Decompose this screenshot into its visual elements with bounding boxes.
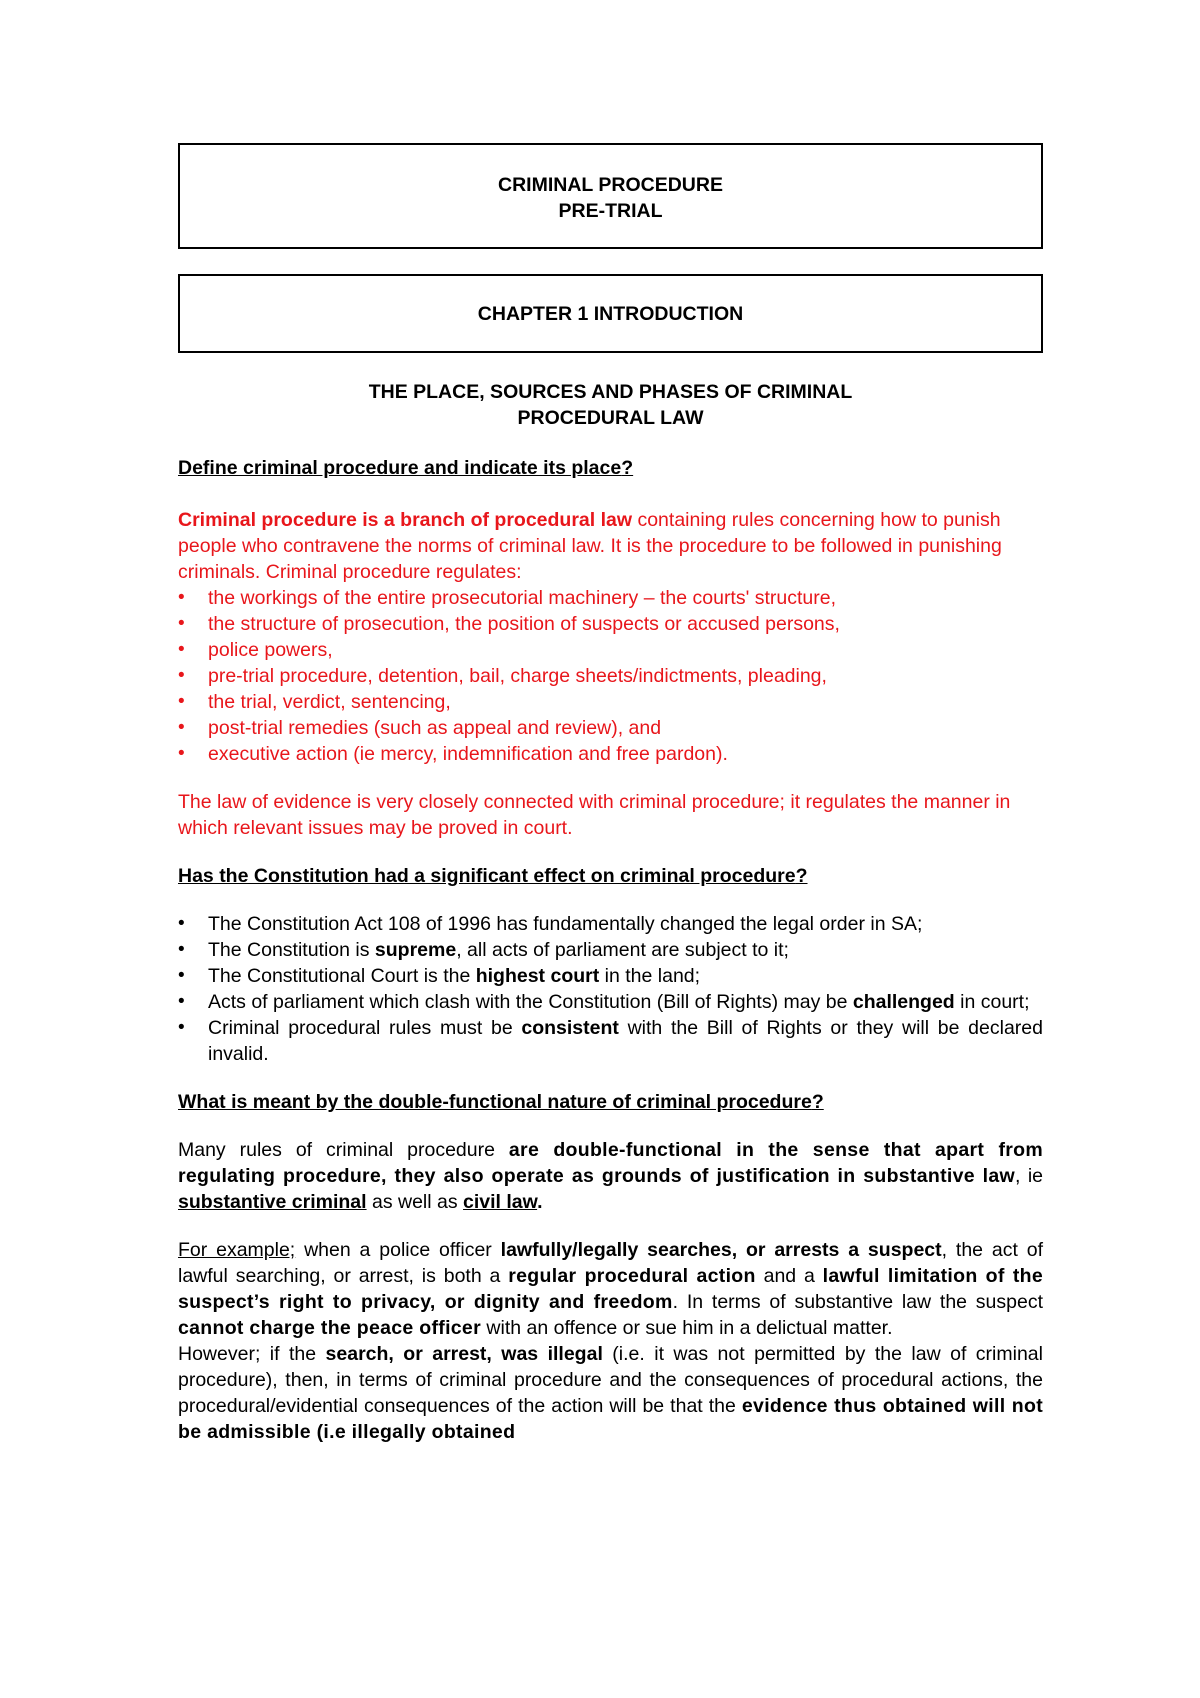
evidence-note: The law of evidence is very closely connected with criminal procedure; it regulates the manner in which relevant issues may be proved in court.: [178, 791, 1011, 839]
question-3: [178, 1089, 1043, 1115]
list-item-bold: highest court: [475, 965, 600, 987]
paragraph-bold: .: [537, 1191, 543, 1213]
question-2: [178, 863, 1043, 889]
paragraph-bold-underline: civil law: [463, 1191, 538, 1213]
question-1-text: Define criminal procedure and indicate its place: [178, 457, 622, 479]
section-heading-line1: THE PLACE, SOURCES AND PHASES OF CRIMINAL: [368, 381, 853, 403]
paragraph-text: with an offence or sue him in a delictual matter.: [480, 1317, 893, 1339]
section-heading: [178, 379, 1043, 431]
document-page: [178, 143, 1043, 1445]
title-line2: PRE-TRIAL: [558, 200, 663, 222]
question-1: [178, 455, 1043, 481]
list-item: [178, 963, 1043, 989]
chapter-title: CHAPTER 1 INTRODUCTION: [477, 303, 744, 325]
paragraph-text: when a police officer: [295, 1239, 501, 1261]
paragraph-text: as well as: [366, 1191, 464, 1213]
paragraph-bold: evidence thus obtained will not be admissible (i.e illegally obtained: [178, 1395, 1043, 1443]
paragraph-text: However; if the: [178, 1343, 326, 1365]
answer-1-paragraph: [178, 507, 1043, 585]
list-item: • pre-trial procedure, detention, bail, charge sheets/indictments, pleading,: [178, 663, 1043, 689]
list-item: [178, 989, 1043, 1015]
list-item-text: Criminal procedural rules must be: [208, 1017, 522, 1039]
question-2-text: Has the Constitution had a significant effect on criminal procedure: [178, 865, 796, 887]
paragraph-text: . In terms of substantive law the suspect: [672, 1291, 1043, 1313]
paragraph-bold: regular procedural action: [508, 1265, 756, 1287]
list-item-bold: challenged: [852, 991, 955, 1013]
list-item: [178, 1015, 1043, 1067]
answer-1-rest: containing rules concerning how to punish people who contravene the norms of criminal law. It is the procedure to be followed in punishing criminals. Criminal procedure regulates:: [178, 509, 1002, 583]
paragraph-text: , the act of lawful searching, or arrest, is both a: [178, 1239, 1043, 1287]
paragraph-text: (i.e. it was not permitted by the law of criminal procedure), then, in terms of criminal procedure and the consequences of procedural actions, the procedural/evidential consequences of the action will be that the: [178, 1343, 1043, 1417]
constitution-list: [178, 911, 1043, 1067]
example-label: For example;: [178, 1239, 296, 1261]
paragraph-text: , ie: [1014, 1165, 1043, 1187]
list-item-text: in court;: [954, 991, 1030, 1013]
list-item-text: with the Bill of Rights or they will be declared invalid.: [208, 1017, 1043, 1065]
paragraph-bold: lawful limitation of the suspect’s right to privacy, or dignity and freedom: [178, 1265, 1043, 1313]
question-2-mark: ?: [795, 865, 808, 887]
title-box: [178, 143, 1043, 249]
question-1-mark: ?: [621, 457, 634, 479]
question-3-mark: ?: [811, 1091, 824, 1113]
list-item-text: The Constitutional Court is the: [208, 965, 476, 987]
list-item-text: The Constitution Act 108 of 1996 has fundamentally changed the legal order in SA;: [208, 913, 923, 935]
paragraph-bold: search, or arrest, was illegal: [325, 1343, 603, 1365]
list-item: [178, 911, 1043, 937]
paragraph-bold: are double-functional in the sense that apart from regulating procedure, they also operate as grounds of justification in substantive law: [178, 1139, 1043, 1187]
list-item: • post-trial remedies (such as appeal and review), and: [178, 715, 1043, 741]
paragraph-text: Many rules of criminal procedure: [178, 1139, 509, 1161]
list-item-bold: consistent: [521, 1017, 619, 1039]
title-line1: CRIMINAL PROCEDURE: [498, 174, 723, 196]
list-item: • executive action (ie mercy, indemnification and free pardon).: [178, 741, 1043, 767]
answer-1-bold: Criminal procedure is a branch of procedural law: [178, 509, 633, 531]
list-item: • the trial, verdict, sentencing,: [178, 689, 1043, 715]
paragraph-bold-underline: substantive criminal: [178, 1191, 367, 1213]
list-item-text: The Constitution is: [208, 939, 375, 961]
paragraph-text: and a: [755, 1265, 823, 1287]
list-item: • the structure of prosecution, the position of suspects or accused persons,: [178, 611, 1043, 637]
list-item: [178, 937, 1043, 963]
list-item-text: Acts of parliament which clash with the Constitution (Bill of Rights) may be: [208, 991, 853, 1013]
paragraph-bold: cannot charge the peace officer: [178, 1317, 481, 1339]
paragraph-bold: lawfully/legally searches, or arrests a suspect: [500, 1239, 942, 1261]
regulates-list: [178, 585, 1043, 767]
list-item-bold: supreme: [374, 939, 457, 961]
list-item: • the workings of the entire prosecutorial machinery – the courts' structure,: [178, 585, 1043, 611]
list-item: • police powers,: [178, 637, 1043, 663]
question-3-text: What is meant by the double-functional nature of criminal procedure: [178, 1091, 812, 1113]
list-item-text: , all acts of parliament are subject to it;: [456, 939, 789, 961]
illegal-search-paragraph: [178, 1341, 1043, 1445]
list-item-text: in the land;: [599, 965, 701, 987]
double-functional-paragraph: [178, 1137, 1043, 1215]
section-heading-line2: PROCEDURAL LAW: [517, 407, 704, 429]
chapter-box: [178, 274, 1043, 353]
example-paragraph: [178, 1237, 1043, 1341]
